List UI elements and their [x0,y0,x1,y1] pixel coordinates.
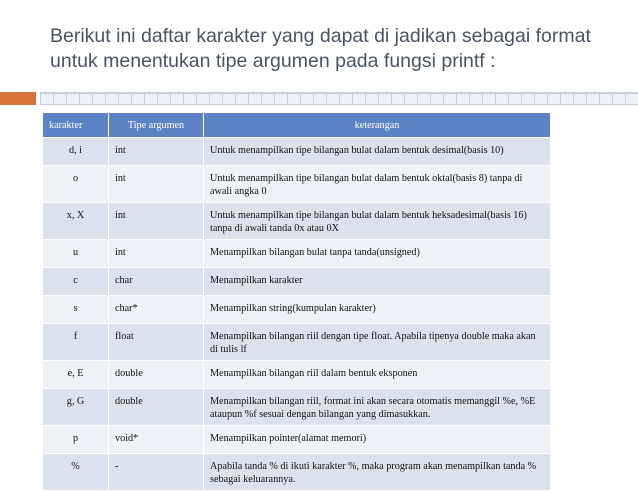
cell-tipe: double [109,389,204,426]
cell-keterangan: Menampilkan string(kumpulan karakter) [204,296,551,324]
cell-keterangan: Apabila tanda % di ikuti karakter %, maka program akan menampilkan tanda % sebagai keluarannya. [204,454,551,491]
cell-tipe: int [109,203,204,240]
table-row [43,324,551,361]
cell-karakter: s [43,296,109,324]
cell-karakter: g, G [43,389,109,426]
header-tipe-argumen: Tipe argumen [109,113,204,138]
table-row [43,389,551,426]
cell-karakter: % [43,454,109,491]
header-keterangan: keterangan [204,113,551,138]
cell-keterangan: Menampilkan bilangan riil, format ini akan secara otomatis memanggil %e, %E ataupun %f sesuai dengan bilangan yang dimasukkan. [204,389,551,426]
cell-keterangan: Menampilkan karakter [204,268,551,296]
table-row [43,426,551,454]
table-row [43,361,551,389]
cell-keterangan: Untuk menampilkan tipe bilangan bulat dalam bentuk oktal(basis 8) tanpa di awali angka 0 [204,166,551,203]
table-row [43,268,551,296]
cell-keterangan: Untuk menampilkan tipe bilangan bulat dalam bentuk heksadesimal(basis 16) tanpa di awali tanda 0x atau 0X [204,203,551,240]
cell-karakter: c [43,268,109,296]
table-row [43,454,551,491]
cell-keterangan: Menampilkan pointer(alamat memori) [204,426,551,454]
cell-karakter: u [43,240,109,268]
table-row [43,240,551,268]
cell-keterangan: Menampilkan bilangan bulat tanpa tanda(unsigned) [204,240,551,268]
cell-keterangan: Menampilkan bilangan riil dalam bentuk eksponen [204,361,551,389]
table-row [43,138,551,166]
accent-bar [0,92,36,105]
cell-keterangan: Menampilkan bilangan riil dengan tipe float. Apabila tipenya double maka akan di tulis lf [204,324,551,361]
cell-karakter: e, E [43,361,109,389]
format-table-container [42,112,550,491]
cell-tipe: void* [109,426,204,454]
cell-karakter: d, i [43,138,109,166]
cell-tipe: char* [109,296,204,324]
cell-tipe: float [109,324,204,361]
table-row [43,296,551,324]
table-header-row [43,113,551,138]
cell-tipe: char [109,268,204,296]
grid-divider [40,92,638,105]
cell-karakter: p [43,426,109,454]
table-row [43,203,551,240]
cell-tipe: int [109,240,204,268]
table-row [43,166,551,203]
cell-tipe: int [109,138,204,166]
cell-tipe: - [109,454,204,491]
cell-keterangan: Untuk menampilkan tipe bilangan bulat dalam bentuk desimal(basis 10) [204,138,551,166]
cell-karakter: o [43,166,109,203]
slide-title: Berikut ini daftar karakter yang dapat di jadikan sebagai format untuk menentukan tipe argumen pada fungsi printf : [50,25,591,72]
cell-karakter: x, X [43,203,109,240]
cell-karakter: f [43,324,109,361]
header-karakter: karakter [43,113,109,138]
cell-tipe: int [109,166,204,203]
cell-tipe: double [109,361,204,389]
format-table [42,112,551,491]
